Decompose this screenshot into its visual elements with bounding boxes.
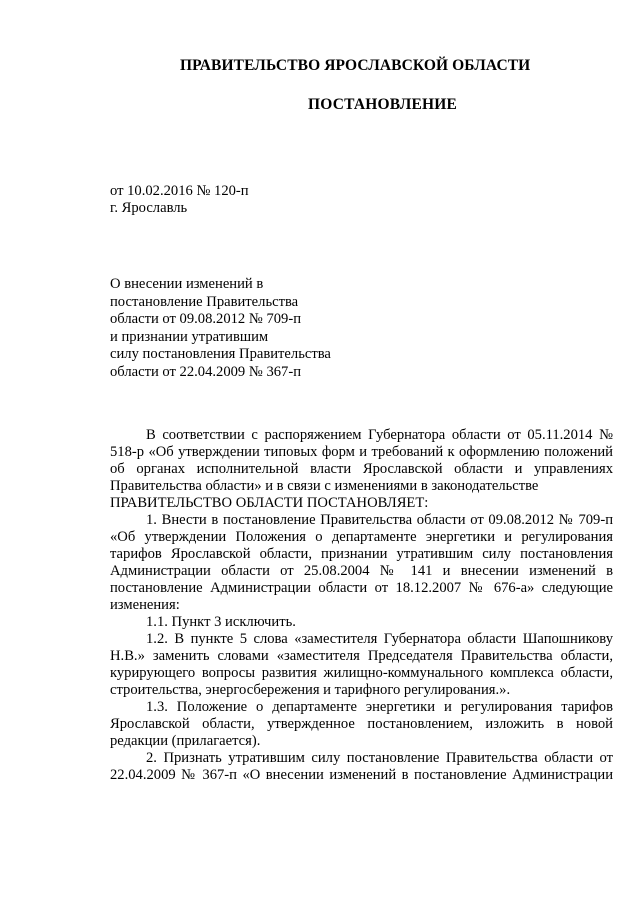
preamble-paragraph: В соответствии с распоряжением Губернатора области от 05.11.2014 № 518-р «Об утверждении типовых форм и требований к оформлению положений об органах исполнительной власти Ярославской области и управлениях Правительства области» и в связи с изменениями в законодательстве — [110, 427, 613, 494]
subject-line: области от 09.08.2012 № 709-п — [110, 311, 302, 327]
subject-line: О внесении изменений в — [110, 276, 264, 292]
subject-line: области от 22.04.2009 № 367-п — [110, 363, 302, 380]
document-meta — [110, 183, 249, 217]
decree-statement: ПРАВИТЕЛЬСТВО ОБЛАСТИ ПОСТАНОВЛЯЕТ: — [110, 495, 429, 511]
subject-line: и признании утратившим — [110, 328, 269, 345]
document-subject — [110, 276, 331, 381]
item-1-1-paragraph: 1.1. Пункт 3 исключить. — [146, 614, 296, 630]
subject-line: постановление Правительства — [110, 293, 299, 310]
item-1-paragraph: 1. Внести в постановление Правительства области от 09.08.2012 № 709-п «Об утверждении Положения о департаменте энергетики и регулирования тарифов Ярославской области, признании утратившим силу постановления Администрации области от 25.08.2004 № 141 и внесении изменений в постановление Администрации области от 18.12.2007 № 676-а» следующие изменения: — [110, 512, 613, 613]
government-title: ПРАВИТЕЛЬСТВО ЯРОСЛАВСКОЙ ОБЛАСТИ — [180, 57, 531, 74]
city: г. Ярославль — [110, 200, 188, 216]
item-2-paragraph: 2. Признать утратившим силу постановление Правительства области от 22.04.2009 № 367-п «О внесении изменений в постановление Администрации — [110, 750, 613, 783]
item-1-2-paragraph: 1.2. В пункте 5 слова «заместителя Губернатора области Шапошникову Н.В.» заменить словами «заместителя Председателя Правительства области, курирующего вопросы развития жилищно-коммунального комплекса области, строительства, энергосбережения и тарифного регулирования.». — [110, 631, 613, 698]
subject-line: силу постановления Правительства — [110, 346, 331, 362]
item-1-3-paragraph: 1.3. Положение о департаменте энергетики и регулирования тарифов Ярославской области, утвержденное постановлением, изложить в новой редакции (прилагается). — [110, 699, 613, 749]
date-number: от 10.02.2016 № 120-п — [110, 183, 249, 199]
document-type: ПОСТАНОВЛЕНИЕ — [308, 96, 458, 113]
document-body — [110, 427, 613, 784]
